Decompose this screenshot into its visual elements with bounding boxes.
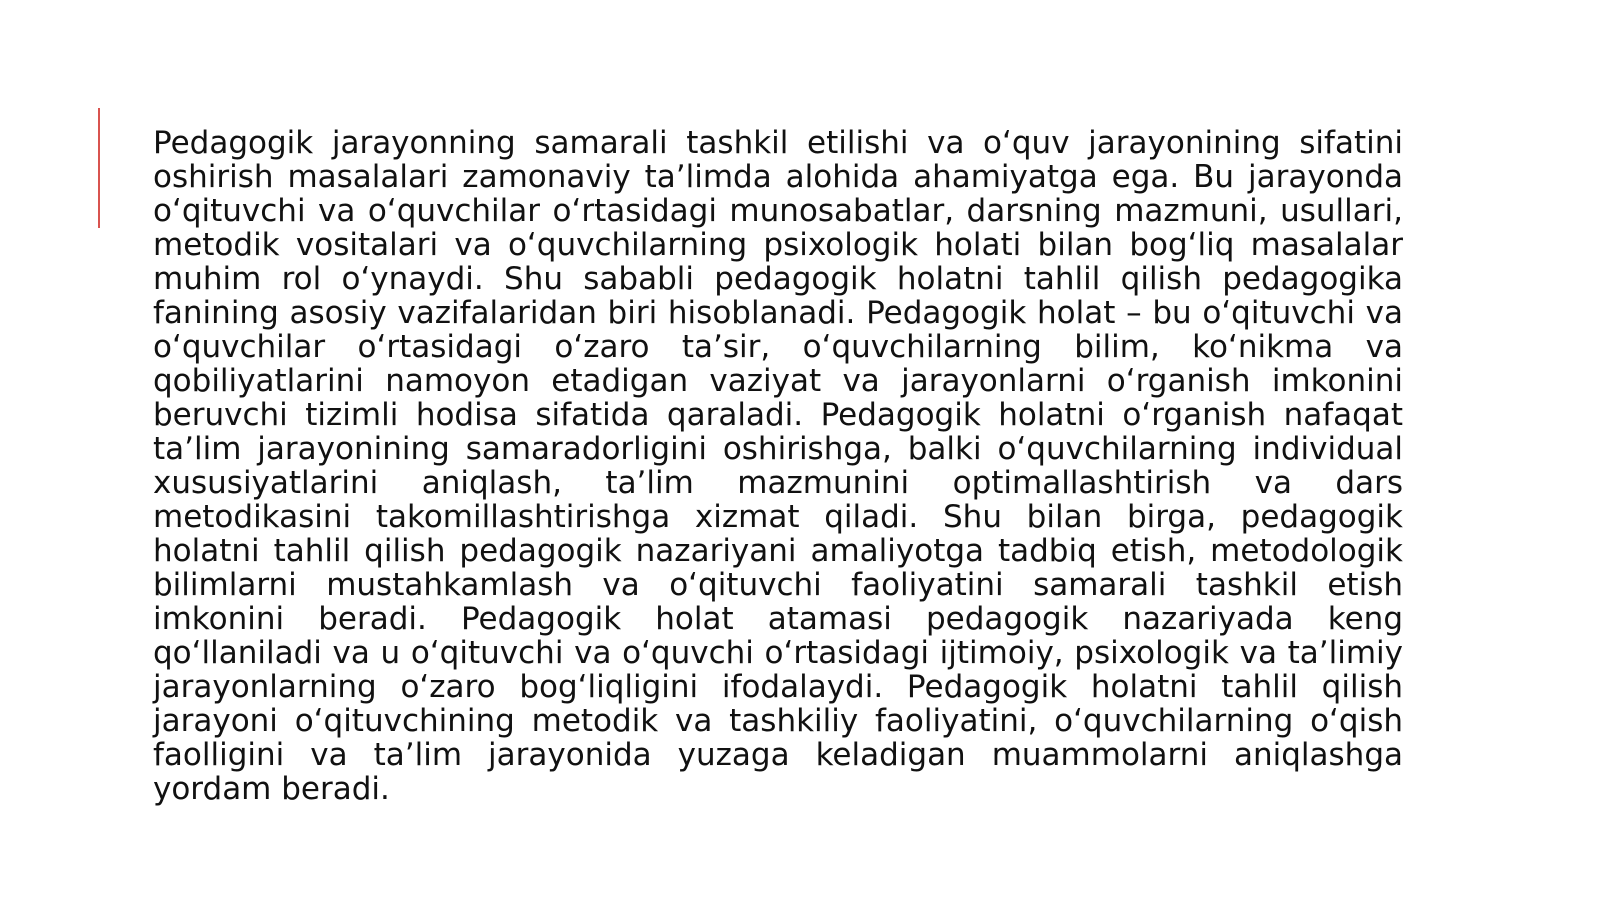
body-paragraph: Pedagogik jarayonning samarali tashkil etilishi va o‘quv jarayonining sifatini oshirish masalalari zamonaviy ta’limda alohida ahamiyatga ega. Bu jarayonda o‘qituvchi va o‘quvchilar o‘rtasidagi munosabatlar, darsning mazmuni, usullari, metodik vositalari va o‘quvchilarning psixologik holati bilan bog‘liq masalalar muhim rol o‘ynaydi. Shu sababli pedagogik holatni tahlil qilish pedagogika fanining asosiy vazifalaridan biri hisoblanadi. Pedagogik holat – bu o‘qituvchi va o‘quvchilar o‘rtasidagi o‘zaro ta’sir, o‘quvchilarning bilim, ko‘nikma va qobiliyatlarini namoyon etadigan vaziyat va jarayonlarni o‘rganish imkonini beruvchi tizimli hodisa sifatida qaraladi. Pedagogik holatni o‘rganish nafaqat ta’lim jarayonining samaradorligini oshirishga, balki o‘quvchilarning individual xususiyatlarini aniqlash, ta’lim mazmunini optimallashtirish va dars metodikasini takomillashtirishga xizmat qiladi. Shu bilan birga, pedagogik holatni tahlil qilish pedagogik nazariyani amaliyotga tadbiq etish, metodologik bilimlarni mustahkamlash va o‘qituvchi faoliyatini samarali tashkil etish imkonini beradi. Pedagogik holat atamasi pedagogik nazariyada keng qo‘llaniladi va u o‘qituvchi va o‘quvchi o‘rtasidagi ijtimoiy, psixologik va ta’limiy jarayonlarning o‘zaro bog‘liqligini ifodalaydi. Pedagogik holatni tahlil qilish jarayoni o‘qituvchining metodik va tashkiliy faoliyatini, o‘quvchilarning o‘qish faolligini va ta’lim jarayonida yuzaga keladigan muammolarni aniqlashga yordam beradi. — [153, 125, 1403, 807]
accent-bar — [98, 108, 100, 228]
